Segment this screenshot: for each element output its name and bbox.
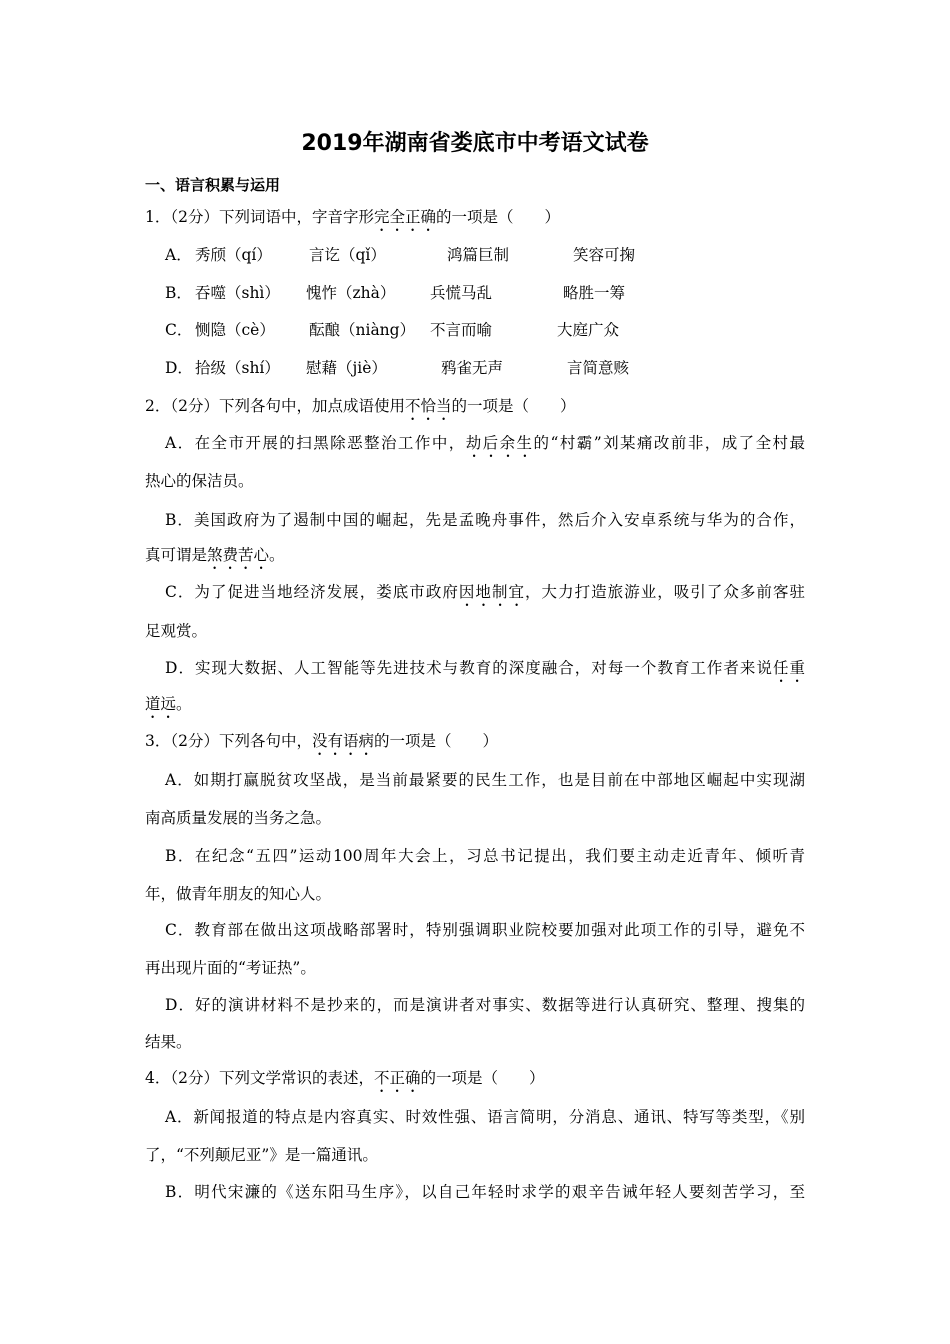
question-3-option-a-cont: 南高质量发展的当务之急。 <box>145 809 332 827</box>
exam-title: 2019年湖南省娄底市中考语文试卷 <box>301 131 649 156</box>
question-3-option-b: B．在纪念“五四”运动100周年大会上，习总书记提出，我们要主动走近青年、倾听青 <box>165 847 805 865</box>
emphasized-idiom: 道远 <box>145 695 177 713</box>
question-2-option-a-cont: 热心的保洁员。 <box>145 472 254 490</box>
question-2-option-c-cont: 足观赏。 <box>145 622 208 640</box>
emphasized-idiom: 煞费苦心 <box>207 546 270 564</box>
emphasized-text: 不恰当 <box>404 397 452 415</box>
emphasized-idiom: 任重 <box>772 659 805 677</box>
question-3-option-a: A．如期打赢脱贫攻坚战，是当前最紧要的民生工作，也是目前在中部地区崛起中实现湖 <box>165 771 805 789</box>
exam-page: 2019年湖南省娄底市中考语文试卷 一、语言积累与运用 1．（2分）下列词语中，字音字形完全正确的一项是（ ） A． 秀颀（qí） 言讫（qǐ） 鸿篇巨制 笑容可掬 B． 吞噬（shì） 愧怍（zhà） 兵慌马乱 略胜一筹 C． 恻隐（cè） 酝酿（niàng） 不言而喻 大庭广众 D． 拾级（shí） 慰藉（jiè） 鸦雀无声 言简意赅 2．（2分）下列各句中，加点成语使用不恰当的一项是（ ） A．在全市开展的扫黑除恶整治工作中，劫后余生的“村霸”刘某痛改前非，成了全村最 热心的保洁员。 B．美国政府为了遏制中国的崛起，先是孟晚舟事件，然后介入安卓系统与华为的合作， 真可谓是煞费苦心。 C．为了促进当地经济发展，娄底市政府因地制宜，大力打造旅游业，吸引了众多前客驻 足观赏。 D．实现大数据、人工智能等先进技术与教育的深度融合，对每一个教育工作者来说任重 道远。 3．（2分）下列各句中，没有语病的一项是（ ） A．如期打赢脱贫攻坚战，是当前最紧要的民生工作，也是目前在中部地区崛起中实现湖 南高质量发展的当务之急。 B．在纪念“五四”运动100周年大会上，习总书记提出，我们要主动走近青年、倾听青 年，做青年朋友的知心人。 C．教育部在做出这项战略部署时，特别强调职业院校要加强对此项工作的引导，避免不 再出现片面的“考证热”。 D．好的演讲材料不是抄来的，而是演讲者对事实、数据等进行认真研究、整理、搜集的 结果。 4．（2分）下列文学常识的表述，不正确的一项是（ ） A．新闻报道的特点是内容真实、时效性强、语言简明，分消息、通讯、特写等类型，《别 了，“不列颠尼亚”》是一篇通讯。 B．明代宋濂的《送东阳马生序》，以自己年轻时求学的艰辛告诫年轻人要刻苦学习，至 <box>0 0 950 1344</box>
question-1-stem: 1．（2分）下列词语中，字音字形完全正确的一项是（ ） <box>145 208 561 226</box>
question-4-option-a-cont: 了，“不列颠尼亚”》是一篇通讯。 <box>145 1146 378 1164</box>
question-2-option-d-cont: 道远。 <box>145 695 192 713</box>
emphasized-idiom: 劫后余生 <box>465 434 534 452</box>
section-heading: 一、语言积累与运用 <box>145 176 281 194</box>
question-2-stem: 2．（2分）下列各句中，加点成语使用不恰当的一项是（ ） <box>145 397 576 415</box>
question-2-option-d: D．实现大数据、人工智能等先进技术与教育的深度融合，对每一个教育工作者来说任重 <box>165 659 805 677</box>
question-4-option-b: B．明代宋濂的《送东阳马生序》，以自己年轻时求学的艰辛告诫年轻人要刻苦学习，至 <box>165 1183 805 1201</box>
question-2-option-c: C．为了促进当地经济发展，娄底市政府因地制宜，大力打造旅游业，吸引了众多前客驻 <box>165 583 805 601</box>
question-3-option-c: C．教育部在做出这项战略部署时，特别强调职业院校要加强对此项工作的引导，避免不 <box>165 921 805 939</box>
question-3-option-d-cont: 结果。 <box>145 1033 192 1051</box>
question-2-option-a: A．在全市开展的扫黑除恶整治工作中，劫后余生的“村霸”刘某痛改前非，成了全村最 <box>165 434 805 452</box>
emphasized-text: 完全正确 <box>373 208 436 226</box>
question-2-option-b: B．美国政府为了遏制中国的崛起，先是孟晚舟事件，然后介入安卓系统与华为的合作， <box>165 511 805 529</box>
question-4-stem: 4．（2分）下列文学常识的表述，不正确的一项是（ ） <box>145 1069 545 1087</box>
question-3-option-b-cont: 年，做青年朋友的知心人。 <box>145 885 332 903</box>
question-3-option-d: D．好的演讲材料不是抄来的，而是演讲者对事实、数据等进行认真研究、整理、搜集的 <box>165 996 805 1014</box>
emphasized-idiom: 因地制宜 <box>458 583 526 601</box>
question-4-option-a: A．新闻报道的特点是内容真实、时效性强、语言简明，分消息、通讯、特写等类型，《别 <box>165 1108 805 1126</box>
emphasized-text: 没有语病 <box>311 732 374 750</box>
emphasized-text: 不正确 <box>373 1069 421 1087</box>
question-2-option-b-cont: 真可谓是煞费苦心。 <box>145 546 285 564</box>
question-3-stem: 3．（2分）下列各句中，没有语病的一项是（ ） <box>145 732 499 750</box>
question-3-option-c-cont: 再出现片面的“考证热”。 <box>145 959 316 977</box>
